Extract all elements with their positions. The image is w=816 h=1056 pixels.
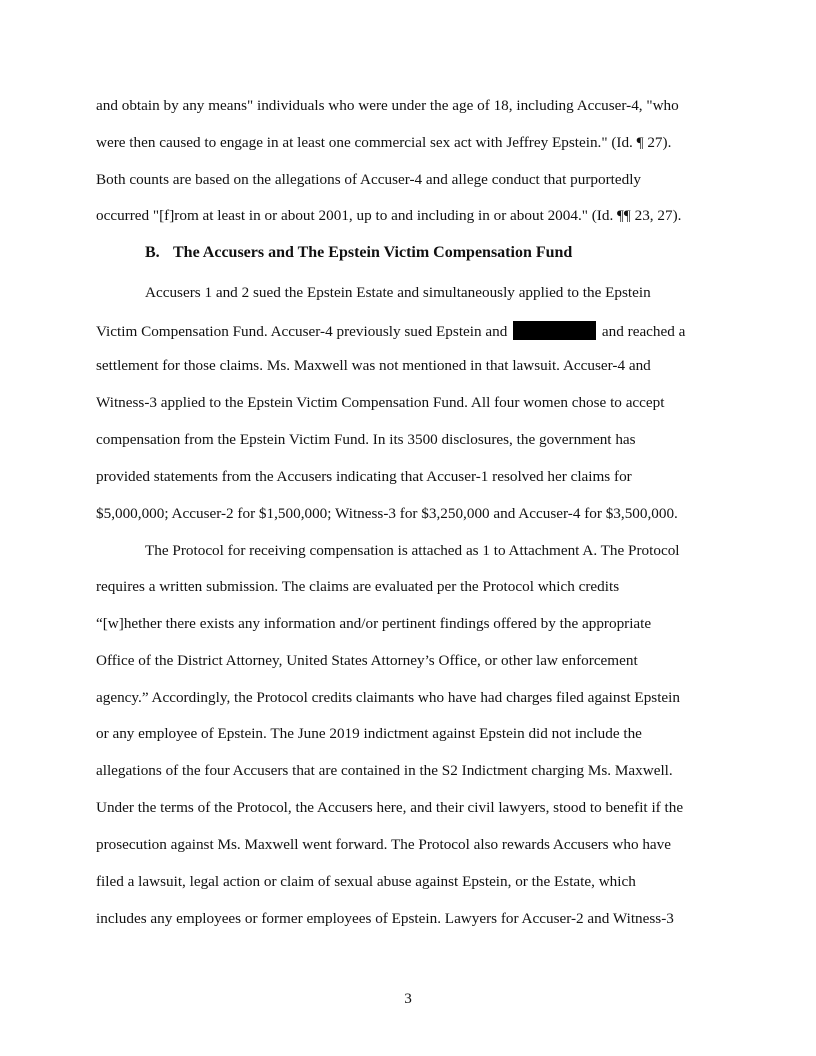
text-line: requires a written submission. The claims are evaluated per the Protocol which credits: [96, 578, 620, 595]
redaction-box: [513, 321, 596, 340]
text-line: includes any employees or former employees of Epstein. Lawyers for Accuser-2 and Witness-3: [96, 910, 674, 927]
text-line: Under the terms of the Protocol, the Accusers here, and their civil lawyers, stood to benefit if the: [96, 799, 684, 816]
text-line-with-redaction: [96, 321, 685, 341]
text-line: Witness-3 applied to the Epstein Victim Compensation Fund. All four women chose to accept: [96, 394, 665, 411]
text-line: Office of the District Attorney, United States Attorney’s Office, or other law enforcement: [96, 652, 638, 669]
text-line: provided statements from the Accusers indicating that Accuser-1 resolved her claims for: [96, 468, 632, 485]
text-line: occurred "[f]rom at least in or about 2001, up to and including in or about 2004." (Id. ¶¶ 23, 27).: [96, 207, 682, 224]
text-line: Both counts are based on the allegations of Accuser-4 and allege conduct that purportedly: [96, 171, 642, 188]
text-line: compensation from the Epstein Victim Fund. In its 3500 disclosures, the government has: [96, 431, 636, 448]
text-line: were then caused to engage in at least one commercial sex act with Jeffrey Epstein." (Id. ¶ 27).: [96, 134, 672, 151]
page-number: 3: [404, 990, 412, 1007]
text-line: $5,000,000; Accuser-2 for $1,500,000; Witness-3 for $3,250,000 and Accuser-4 for $3,500,000.: [96, 505, 678, 522]
text-line: The Protocol for receiving compensation is attached as 1 to Attachment A. The Protocol: [145, 542, 680, 559]
text-line: Accusers 1 and 2 sued the Epstein Estate and simultaneously applied to the Epstein: [145, 284, 651, 301]
section-heading: [145, 244, 572, 262]
text-line: prosecution against Ms. Maxwell went forward. The Protocol also rewards Accusers who have: [96, 836, 672, 853]
text-line: settlement for those claims. Ms. Maxwell was not mentioned in that lawsuit. Accuser-4 and: [96, 357, 651, 374]
text-line: or any employee of Epstein. The June 2019 indictment against Epstein did not include the: [96, 725, 642, 742]
text-line: allegations of the four Accusers that are contained in the S2 Indictment charging Ms. Maxwell.: [96, 762, 673, 779]
section-heading-text: The Accusers and The Epstein Victim Compensation Fund: [173, 244, 573, 261]
text-line: filed a lawsuit, legal action or claim of sexual abuse against Epstein, or the Estate, which: [96, 873, 636, 890]
text-line: “[w]hether there exists any information and/or pertinent findings offered by the appropriate: [96, 615, 652, 632]
section-heading-label: B.: [145, 244, 160, 261]
text-line: and obtain by any means" individuals who were under the age of 18, including Accuser-4, "who: [96, 97, 679, 114]
text-line: agency.” Accordingly, the Protocol credits claimants who have had charges filed against Epstein: [96, 689, 680, 706]
text-segment: Victim Compensation Fund. Accuser-4 previously sued Epstein and: [96, 323, 508, 340]
text-segment: and reached a: [601, 323, 686, 340]
